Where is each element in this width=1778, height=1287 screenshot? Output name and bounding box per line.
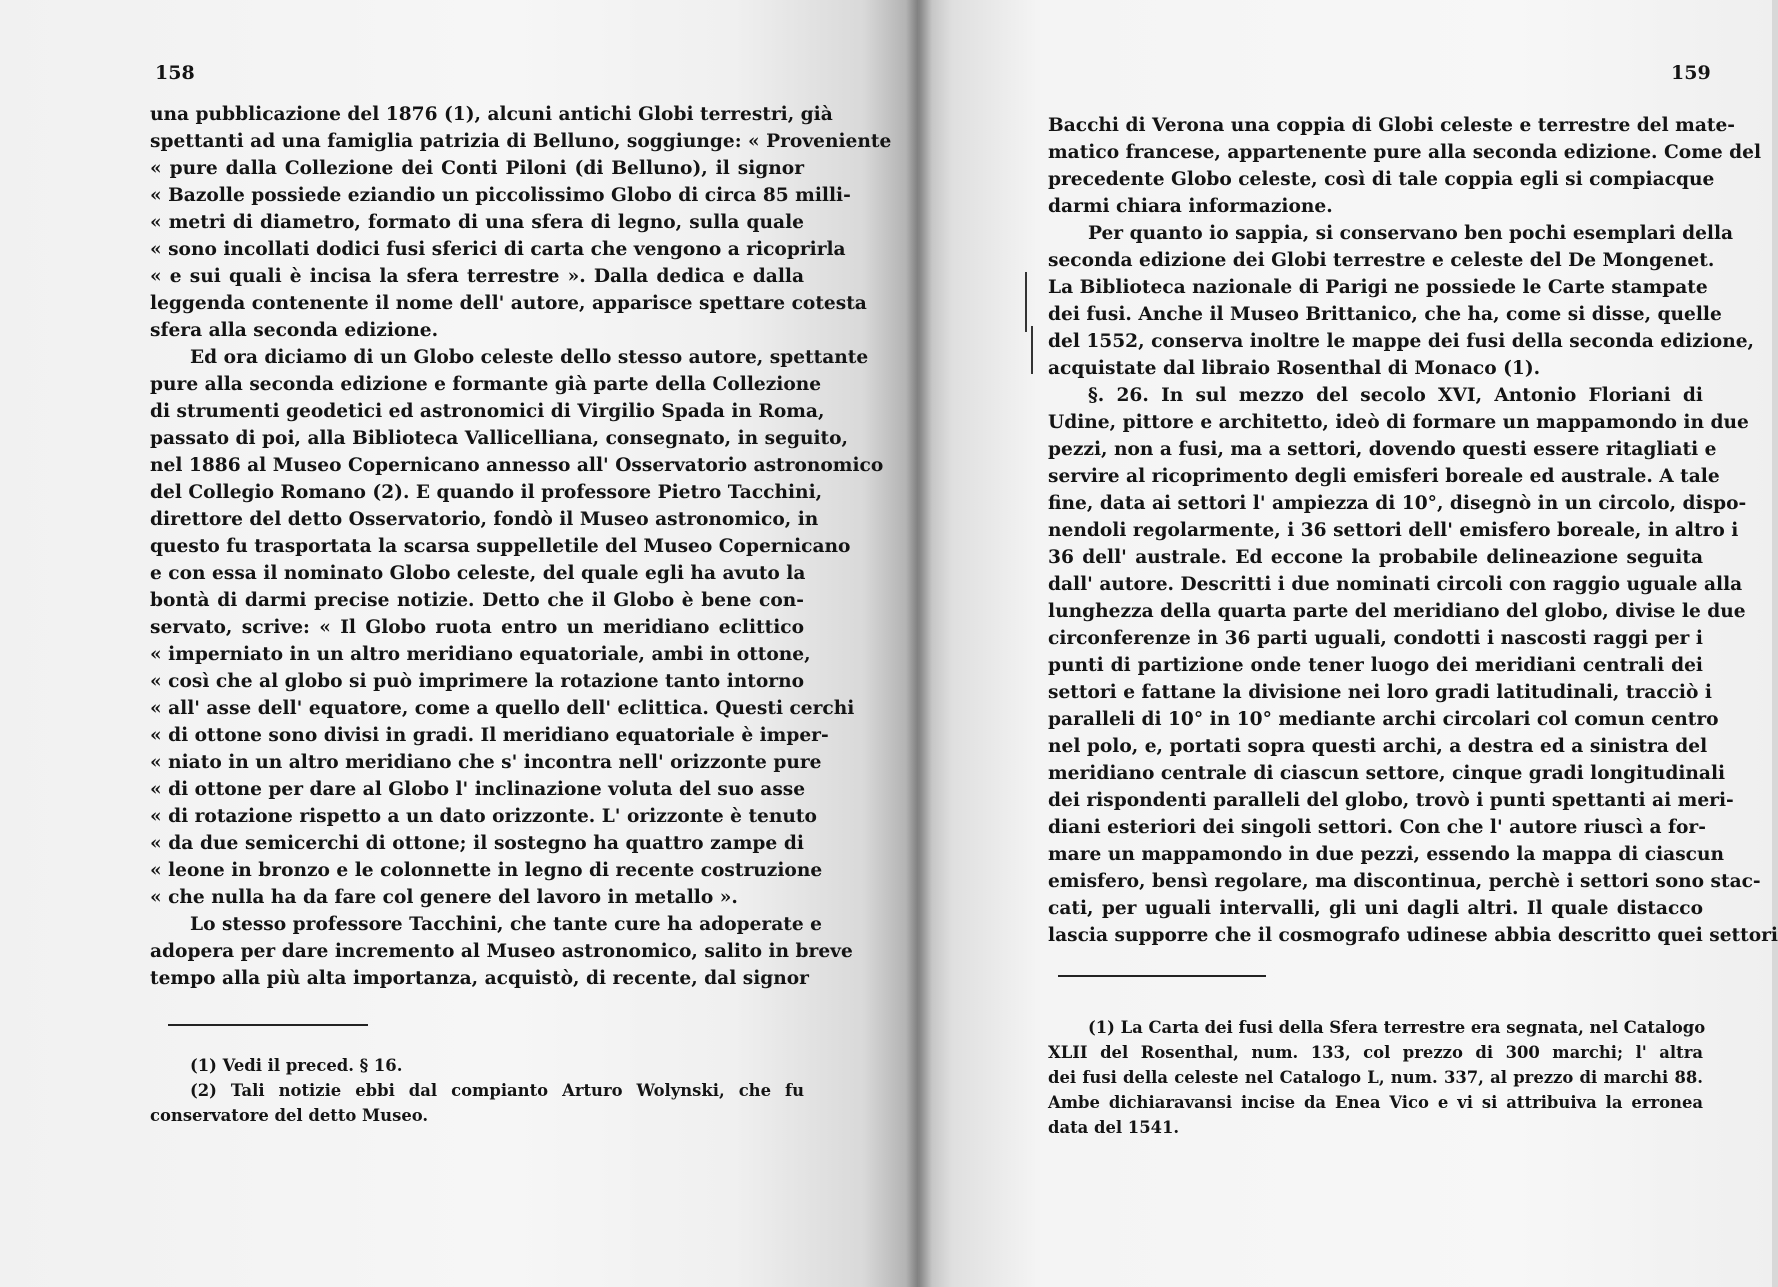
text-line: direttore del detto Osservatorio, fondò il Museo astronomico, in: [150, 509, 819, 530]
text-line: « pure dalla Collezione dei Conti Piloni (di Belluno), il signor: [150, 158, 804, 179]
footnotes: [1048, 1015, 1706, 1140]
text-line: Lo stesso professore Tacchini, che tante cure ha adoperate e: [190, 914, 822, 935]
footnote-line: conservatore del detto Museo.: [150, 1106, 429, 1125]
text-line: §. 26. In sul mezzo del secolo XVI, Antonio Floriani di: [1088, 385, 1703, 406]
text-line: fine, data ai settori l' ampiezza di 10°, disegnò in un circolo, dispo-: [1048, 493, 1747, 514]
text-line: paralleli di 10° in 10° mediante archi circolari col comun centro: [1048, 709, 1719, 730]
footnote-rule: [1058, 975, 1266, 977]
text-line: « Bazolle possiede eziandio un piccolissimo Globo di circa 85 milli-: [150, 185, 851, 206]
footnote-line: dei fusi della celeste nel Catalogo L, num. 337, al prezzo di marchi 88.: [1048, 1068, 1703, 1087]
text-line: « all' asse dell' equatore, come a quello dell' eclittica. Questi cerchi: [150, 698, 855, 719]
text-line: passato di poi, alla Biblioteca Vallicelliana, consegnato, in seguito,: [150, 428, 849, 449]
text-line: dei rispondenti paralleli del globo, trovò i punti spettanti ai meri-: [1048, 790, 1734, 811]
text-line: del Collegio Romano (2). E quando il professore Pietro Tacchini,: [150, 482, 823, 503]
text-line: « e sui quali è incisa la sfera terrestre ». Dalla dedica e dalla: [150, 266, 804, 287]
text-line: del 1552, conserva inoltre le mappe dei fusi della seconda edizione,: [1048, 331, 1755, 352]
right-page: [918, 0, 1778, 1287]
text-line: una pubblicazione del 1876 (1), alcuni antichi Globi terrestri, già: [150, 104, 833, 125]
text-line: pure alla seconda edizione e formante già parte della Collezione: [150, 374, 822, 395]
text-line: emisfero, bensì regolare, ma discontinua, perchè i settori sono stac-: [1048, 871, 1761, 892]
main-text: [150, 101, 892, 992]
text-line: dei fusi. Anche il Museo Brittanico, che ha, come si disse, quelle: [1048, 304, 1722, 325]
text-line: pezzi, non a fusi, ma a settori, dovendo questi essere ritagliati e: [1048, 439, 1717, 460]
text-line: bontà di darmi precise notizie. Detto che il Globo è bene con-: [150, 590, 804, 611]
footnotes: [150, 1053, 804, 1128]
text-line: leggenda contenente il nome dell' autore, apparisce spettare cotesta: [150, 293, 867, 314]
text-line: e con essa il nominato Globo celeste, del quale egli ha avuto la: [150, 563, 806, 584]
text-line: circonferenze in 36 parti uguali, condotti i nascosti raggi per i: [1048, 628, 1703, 649]
footnote-line: XLII del Rosenthal, num. 133, col prezzo di 300 marchi; l' altra: [1048, 1043, 1703, 1062]
footnote-rule: [168, 1024, 368, 1026]
text-line: « di ottone per dare al Globo l' inclinazione voluta del suo asse: [150, 779, 806, 800]
text-line: adopera per dare incremento al Museo astronomico, salito in breve: [150, 941, 853, 962]
text-line: di strumenti geodetici ed astronomici di Virgilio Spada in Roma,: [150, 401, 825, 422]
text-line: « niato in un altro meridiano che s' incontra nell' orizzonte pure: [150, 752, 822, 773]
text-line: lunghezza della quarta parte del meridiano del globo, divise le due: [1048, 601, 1746, 622]
text-line: diani esteriori dei singoli settori. Con che l' autore riuscì a for-: [1048, 817, 1706, 838]
text-line: nendoli regolarmente, i 36 settori dell' emisfero boreale, in altro i: [1048, 520, 1739, 541]
main-text: [1048, 112, 1778, 949]
text-line: « imperniato in un altro meridiano equatoriale, ambi in ottone,: [150, 644, 811, 665]
text-line: precedente Globo celeste, così di tale coppia egli si compiacque: [1048, 169, 1715, 190]
text-line: « leone in bronzo e le colonnette in legno di recente costruzione: [150, 860, 823, 881]
margin-mark: [1031, 326, 1033, 374]
text-line: nel polo, e, portati sopra questi archi, a destra ed a sinistra del: [1048, 736, 1708, 757]
text-line: « di ottone sono divisi in gradi. Il meridiano equatoriale è imper-: [150, 725, 829, 746]
footnote-line: Ambe dichiaravansi incise da Enea Vico e vi si attribuiva la erronea: [1048, 1093, 1703, 1112]
text-line: « di rotazione rispetto a un dato orizzonte. L' orizzonte è tenuto: [150, 806, 817, 827]
footnote-line: (1) La Carta dei fusi della Sfera terrestre era segnata, nel Catalogo: [1088, 1018, 1706, 1037]
footnote-line: data del 1541.: [1048, 1118, 1180, 1137]
text-line: cati, per uguali intervalli, gli uni dagli altri. Il quale distacco: [1048, 898, 1703, 919]
text-line: sfera alla seconda edizione.: [150, 320, 439, 341]
text-line: lascia supporre che il cosmografo udinese abbia descritto quei settori: [1048, 925, 1778, 946]
text-line: matico francese, appartenente pure alla seconda edizione. Come del: [1048, 142, 1762, 163]
footnote-line: (1) Vedi il preced. § 16.: [190, 1056, 403, 1075]
text-line: « sono incollati dodici fusi sferici di carta che vengono a ricoprirla: [150, 239, 846, 260]
page-number: 159: [1671, 62, 1711, 84]
text-line: acquistate dal libraio Rosenthal di Monaco (1).: [1048, 358, 1541, 379]
text-line: La Biblioteca nazionale di Parigi ne possiede le Carte stampate: [1048, 277, 1708, 298]
footnote-line: (2) Tali notizie ebbi dal compianto Arturo Wolynski, che fu: [190, 1081, 804, 1100]
text-line: mare un mappamondo in due pezzi, essendo la mappa di ciascun: [1048, 844, 1725, 865]
text-line: « che nulla ha da fare col genere del lavoro in metallo ».: [150, 887, 738, 908]
text-line: « metri di diametro, formato di una sfera di legno, sulla quale: [150, 212, 804, 233]
text-line: tempo alla più alta importanza, acquistò, di recente, dal signor: [150, 968, 809, 989]
text-line: punti di partizione onde tener luogo dei meridiani centrali dei: [1048, 655, 1703, 676]
text-line: questo fu trasportata la scarsa suppelletile del Museo Copernicano: [150, 536, 851, 557]
margin-mark: [1025, 272, 1027, 332]
text-line: Ed ora diciamo di un Globo celeste dello stesso autore, spettante: [190, 347, 869, 368]
text-line: Per quanto io sappia, si conservano ben pochi esemplari della: [1088, 223, 1734, 244]
text-line: dall' autore. Descritti i due nominati circoli con raggio uguale alla: [1048, 574, 1743, 595]
text-line: servato, scrive: « Il Globo ruota entro un meridiano eclittico: [150, 617, 804, 638]
text-line: 36 dell' australe. Ed eccone la probabile delineazione seguita: [1048, 547, 1703, 568]
text-line: seconda edizione dei Globi terrestre e celeste del De Mongenet.: [1048, 250, 1715, 271]
text-line: « da due semicerchi di ottone; il sostegno ha quattro zampe di: [150, 833, 804, 854]
text-line: servire al ricoprimento degli emisferi boreale ed australe. A tale: [1048, 466, 1720, 487]
text-line: settori e fattane la divisione nei loro gradi latitudinali, tracciò i: [1048, 682, 1712, 703]
text-line: « così che al globo si può imprimere la rotazione tanto intorno: [150, 671, 804, 692]
text-line: Bacchi di Verona una coppia di Globi celeste e terrestre del mate-: [1048, 115, 1736, 136]
page-number: 158: [155, 62, 195, 84]
text-line: nel 1886 al Museo Copernicano annesso all' Osservatorio astronomico: [150, 455, 884, 476]
book-gutter: [906, 0, 932, 1287]
text-line: spettanti ad una famiglia patrizia di Belluno, soggiunge: « Proveniente: [150, 131, 892, 152]
text-line: Udine, pittore e architetto, ideò di formare un mappamondo in due: [1048, 412, 1749, 433]
text-line: meridiano centrale di ciascun settore, cinque gradi longitudinali: [1048, 763, 1726, 784]
text-line: darmi chiara informazione.: [1048, 196, 1333, 217]
